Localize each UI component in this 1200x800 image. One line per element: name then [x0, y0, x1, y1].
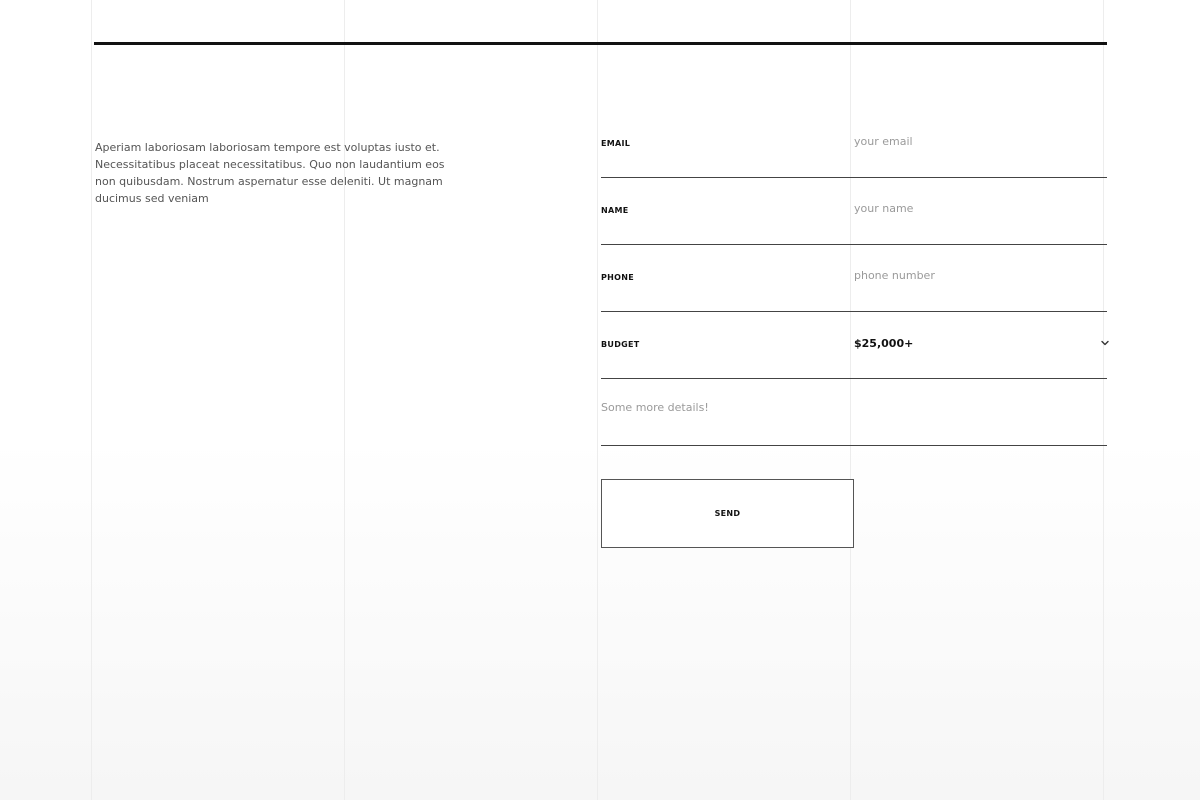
name-input[interactable] [854, 202, 1094, 215]
email-label: EMAIL [601, 139, 631, 148]
email-input[interactable] [854, 135, 1094, 148]
details-textarea[interactable] [601, 401, 1101, 431]
details-field-row [601, 379, 1107, 446]
phone-input[interactable] [854, 269, 1094, 282]
chevron-down-icon[interactable] [1099, 337, 1111, 349]
phone-field-row [601, 245, 1107, 312]
intro-paragraph: Aperiam laboriosam laboriosam tempore est voluptas iusto et. Necessitatibus placeat necessitatibus. Quo non laudantium eos non quibusdam. Nostrum aspernatur esse deleniti. Ut magnam ducimus sed veniam [95, 141, 445, 205]
grid-column-line [91, 0, 92, 800]
section-divider [94, 42, 1107, 45]
email-field-row [601, 111, 1107, 178]
budget-label: BUDGET [601, 340, 640, 349]
grid-column-line [597, 0, 598, 800]
contact-form [601, 111, 1107, 518]
budget-select[interactable]: $25,000+ [854, 337, 914, 350]
grid-column-line [344, 0, 345, 800]
name-label: NAME [601, 206, 629, 215]
phone-label: PHONE [601, 273, 635, 282]
name-field-row [601, 178, 1107, 245]
budget-field-row[interactable] [601, 312, 1107, 379]
send-button[interactable]: SEND [601, 479, 854, 548]
